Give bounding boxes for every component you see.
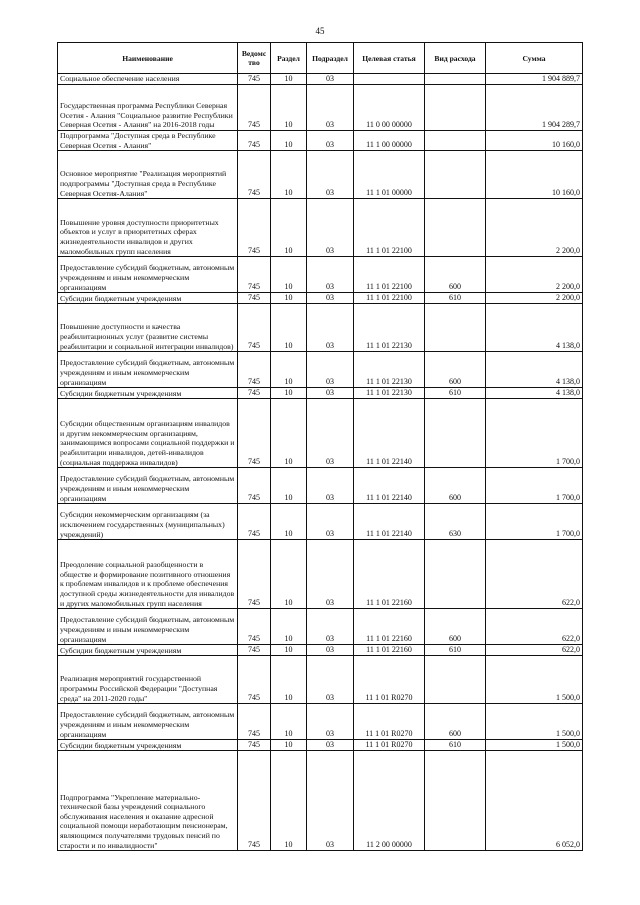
table-row — [58, 740, 583, 751]
row-ministry-cell: 745 — [238, 740, 271, 751]
table-row — [58, 199, 583, 257]
row-section-cell: 10 — [271, 388, 307, 399]
row-section-cell: 10 — [271, 257, 307, 293]
row-target-cell: 11 1 01 22100 — [354, 257, 425, 293]
row-target-cell: 11 0 00 00000 — [354, 85, 425, 131]
page-number: 45 — [315, 26, 325, 36]
row-sum-cell: 1 904 289,7 — [486, 85, 583, 131]
row-sum-cell: 622,0 — [486, 609, 583, 645]
row-target-cell: 11 1 01 22160 — [354, 609, 425, 645]
row-name-cell: Предоставление субсидий бюджетным, автономным учреждениям и иным некоммерческим организациям — [58, 468, 238, 504]
header-ministry: Ведомс тво — [238, 43, 271, 74]
row-name-cell: Субсидии бюджетным учреждениям — [58, 293, 238, 304]
table-header-row — [58, 43, 583, 74]
row-name-cell: Субсидии некоммерческим организациям (за исключением государственных (муниципальных) учреждений) — [58, 504, 238, 540]
row-name-cell: Основное мероприятие "Реализация мероприятий подпрограммы "Доступная среда в Республике Северная Осетия-Алания" — [58, 151, 238, 199]
row-expense-type-cell: 610 — [425, 645, 486, 656]
table-row — [58, 74, 583, 85]
row-ministry-cell: 745 — [238, 85, 271, 131]
row-target-cell: 11 1 01 22100 — [354, 199, 425, 257]
row-name-cell: Предоставление субсидий бюджетным, автономным учреждениям и иным некоммерческим организациям — [58, 257, 238, 293]
row-subsection-cell: 03 — [307, 704, 354, 740]
row-ministry-cell: 745 — [238, 704, 271, 740]
row-sum-cell: 1 700,0 — [486, 504, 583, 540]
row-target-cell: 11 1 01 R0270 — [354, 704, 425, 740]
row-section-cell: 10 — [271, 704, 307, 740]
row-ministry-cell: 745 — [238, 645, 271, 656]
row-name-cell: Подпрограмма "Доступная среда в Республике Северная Осетия - Алания" — [58, 131, 238, 151]
row-section-cell: 10 — [271, 751, 307, 851]
table-row — [58, 645, 583, 656]
row-expense-type-cell: 610 — [425, 740, 486, 751]
row-subsection-cell: 03 — [307, 399, 354, 468]
table-row — [58, 399, 583, 468]
row-sum-cell: 622,0 — [486, 540, 583, 609]
row-name-cell: Преодоление социальной разобщенности в обществе и формирование позитивного отношения к проблемам инвалидов и к проблеме обеспечения доступной среды жизнедеятельности для инвалидов и других маломобильных групп населения — [58, 540, 238, 609]
row-section-cell: 10 — [271, 352, 307, 388]
row-subsection-cell: 03 — [307, 740, 354, 751]
header-name: Наименование — [58, 43, 238, 74]
header-expense-type: Вид расхода — [425, 43, 486, 74]
table-row — [58, 504, 583, 540]
table-row — [58, 468, 583, 504]
row-expense-type-cell — [425, 199, 486, 257]
table-row — [58, 704, 583, 740]
row-section-cell: 10 — [271, 656, 307, 704]
row-ministry-cell: 745 — [238, 540, 271, 609]
row-ministry-cell: 745 — [238, 304, 271, 352]
header-subsection: Подраздел — [307, 43, 354, 74]
row-ministry-cell: 745 — [238, 504, 271, 540]
header-sum: Сумма — [486, 43, 583, 74]
row-expense-type-cell: 600 — [425, 609, 486, 645]
row-section-cell: 10 — [271, 85, 307, 131]
row-sum-cell: 622,0 — [486, 645, 583, 656]
row-ministry-cell: 745 — [238, 293, 271, 304]
row-name-cell: Реализация мероприятий государственной программы Российской Федерации "Доступная среда" на 2011-2020 годы" — [58, 656, 238, 704]
row-expense-type-cell — [425, 151, 486, 199]
row-sum-cell: 4 138,0 — [486, 352, 583, 388]
row-target-cell: 11 1 01 22130 — [354, 388, 425, 399]
row-subsection-cell: 03 — [307, 468, 354, 504]
row-ministry-cell: 745 — [238, 74, 271, 85]
row-section-cell: 10 — [271, 468, 307, 504]
row-expense-type-cell: 600 — [425, 352, 486, 388]
row-subsection-cell: 03 — [307, 388, 354, 399]
row-sum-cell: 10 160,0 — [486, 131, 583, 151]
row-subsection-cell: 03 — [307, 151, 354, 199]
row-section-cell: 10 — [271, 609, 307, 645]
table-row — [58, 751, 583, 851]
row-sum-cell: 2 200,0 — [486, 293, 583, 304]
row-ministry-cell: 745 — [238, 468, 271, 504]
row-target-cell: 11 1 01 22140 — [354, 504, 425, 540]
row-target-cell: 11 1 01 22160 — [354, 645, 425, 656]
row-section-cell: 10 — [271, 540, 307, 609]
row-sum-cell: 1 500,0 — [486, 656, 583, 704]
row-name-cell: Повышение доступности и качества реабилитационных услуг (развитие системы реабилитации и социальной интеграции инвалидов) — [58, 304, 238, 352]
table-row — [58, 656, 583, 704]
row-expense-type-cell — [425, 85, 486, 131]
row-name-cell: Подпрограмма "Укрепление материально-технической базы учреждений социального обслуживания населения и оказание адресной социальной помощи неработающим пенсионерам, являющимся получателями трудовых пенсий по старости и по инвалидности" — [58, 751, 238, 851]
row-target-cell — [354, 74, 425, 85]
row-expense-type-cell: 600 — [425, 704, 486, 740]
header-section: Раздел — [271, 43, 307, 74]
row-ministry-cell: 745 — [238, 388, 271, 399]
row-target-cell: 11 1 00 00000 — [354, 131, 425, 151]
table-row — [58, 131, 583, 151]
row-section-cell: 10 — [271, 151, 307, 199]
row-name-cell: Субсидии бюджетным учреждениям — [58, 740, 238, 751]
row-expense-type-cell: 610 — [425, 293, 486, 304]
row-name-cell: Субсидии общественным организациям инвалидов и другим некоммерческим организациям, занимающимся вопросами социальной поддержки и реабилитации инвалидов, детей-инвалидов (социальная поддержка инвалидов) — [58, 399, 238, 468]
row-ministry-cell: 745 — [238, 609, 271, 645]
row-sum-cell: 10 160,0 — [486, 151, 583, 199]
row-sum-cell: 6 052,0 — [486, 751, 583, 851]
row-subsection-cell: 03 — [307, 304, 354, 352]
row-expense-type-cell: 600 — [425, 468, 486, 504]
row-ministry-cell: 745 — [238, 131, 271, 151]
row-section-cell: 10 — [271, 199, 307, 257]
table-row — [58, 151, 583, 199]
table-row — [58, 540, 583, 609]
row-subsection-cell: 03 — [307, 199, 354, 257]
table-row — [58, 388, 583, 399]
row-name-cell: Повышение уровня доступности приоритетных объектов и услуг в приоритетных сферах жизнедеятельности инвалидов и других маломобильных групп населения — [58, 199, 238, 257]
row-name-cell: Государственная программа Республики Северная Осетия - Алания "Социальное развитие Республики Северная Осетия - Алания" на 2016-2018 годы — [58, 85, 238, 131]
table-row — [58, 85, 583, 131]
row-subsection-cell: 03 — [307, 656, 354, 704]
row-target-cell: 11 1 01 R0270 — [354, 656, 425, 704]
table-row — [58, 304, 583, 352]
row-section-cell: 10 — [271, 645, 307, 656]
row-sum-cell: 4 138,0 — [486, 388, 583, 399]
row-target-cell: 11 1 01 22100 — [354, 293, 425, 304]
row-target-cell: 11 1 01 22130 — [354, 352, 425, 388]
row-expense-type-cell — [425, 304, 486, 352]
row-name-cell: Субсидии бюджетным учреждениям — [58, 388, 238, 399]
row-section-cell: 10 — [271, 293, 307, 304]
row-sum-cell: 1 700,0 — [486, 468, 583, 504]
row-subsection-cell: 03 — [307, 352, 354, 388]
row-subsection-cell: 03 — [307, 609, 354, 645]
row-target-cell: 11 1 01 22130 — [354, 304, 425, 352]
row-target-cell: 11 1 01 22140 — [354, 399, 425, 468]
row-expense-type-cell — [425, 656, 486, 704]
row-expense-type-cell: 630 — [425, 504, 486, 540]
row-sum-cell: 1 500,0 — [486, 704, 583, 740]
row-subsection-cell: 03 — [307, 504, 354, 540]
row-target-cell: 11 1 01 22140 — [354, 468, 425, 504]
row-subsection-cell: 03 — [307, 751, 354, 851]
row-name-cell: Предоставление субсидий бюджетным, автономным учреждениям и иным некоммерческим организациям — [58, 352, 238, 388]
row-sum-cell: 2 200,0 — [486, 199, 583, 257]
row-subsection-cell: 03 — [307, 540, 354, 609]
row-ministry-cell: 745 — [238, 352, 271, 388]
row-subsection-cell: 03 — [307, 131, 354, 151]
row-section-cell: 10 — [271, 131, 307, 151]
row-ministry-cell: 745 — [238, 399, 271, 468]
row-ministry-cell: 745 — [238, 199, 271, 257]
row-expense-type-cell — [425, 399, 486, 468]
row-ministry-cell: 745 — [238, 656, 271, 704]
row-subsection-cell: 03 — [307, 293, 354, 304]
row-section-cell: 10 — [271, 399, 307, 468]
row-sum-cell: 4 138,0 — [486, 304, 583, 352]
row-subsection-cell: 03 — [307, 85, 354, 131]
header-target: Целевая статья — [354, 43, 425, 74]
row-target-cell: 11 1 01 R0270 — [354, 740, 425, 751]
table-row — [58, 293, 583, 304]
row-sum-cell: 1 904 889,7 — [486, 74, 583, 85]
table-row — [58, 609, 583, 645]
table-row — [58, 257, 583, 293]
row-sum-cell: 1 500,0 — [486, 740, 583, 751]
row-name-cell: Социальное обеспечение населения — [58, 74, 238, 85]
row-ministry-cell: 745 — [238, 257, 271, 293]
row-expense-type-cell — [425, 540, 486, 609]
row-expense-type-cell — [425, 751, 486, 851]
row-subsection-cell: 03 — [307, 74, 354, 85]
row-subsection-cell: 03 — [307, 257, 354, 293]
row-name-cell: Предоставление субсидий бюджетным, автономным учреждениям и иным некоммерческим организациям — [58, 609, 238, 645]
row-name-cell: Субсидии бюджетным учреждениям — [58, 645, 238, 656]
row-target-cell: 11 2 00 00000 — [354, 751, 425, 851]
row-expense-type-cell — [425, 74, 486, 85]
row-expense-type-cell — [425, 131, 486, 151]
row-section-cell: 10 — [271, 740, 307, 751]
row-sum-cell: 1 700,0 — [486, 399, 583, 468]
row-ministry-cell: 745 — [238, 751, 271, 851]
table-row — [58, 352, 583, 388]
row-subsection-cell: 03 — [307, 645, 354, 656]
row-expense-type-cell: 600 — [425, 257, 486, 293]
row-sum-cell: 2 200,0 — [486, 257, 583, 293]
row-expense-type-cell: 610 — [425, 388, 486, 399]
row-section-cell: 10 — [271, 74, 307, 85]
row-section-cell: 10 — [271, 504, 307, 540]
row-target-cell: 11 1 01 22160 — [354, 540, 425, 609]
row-ministry-cell: 745 — [238, 151, 271, 199]
budget-table — [57, 42, 583, 851]
row-name-cell: Предоставление субсидий бюджетным, автономным учреждениям и иным некоммерческим организациям — [58, 704, 238, 740]
row-target-cell: 11 1 01 00000 — [354, 151, 425, 199]
row-section-cell: 10 — [271, 304, 307, 352]
